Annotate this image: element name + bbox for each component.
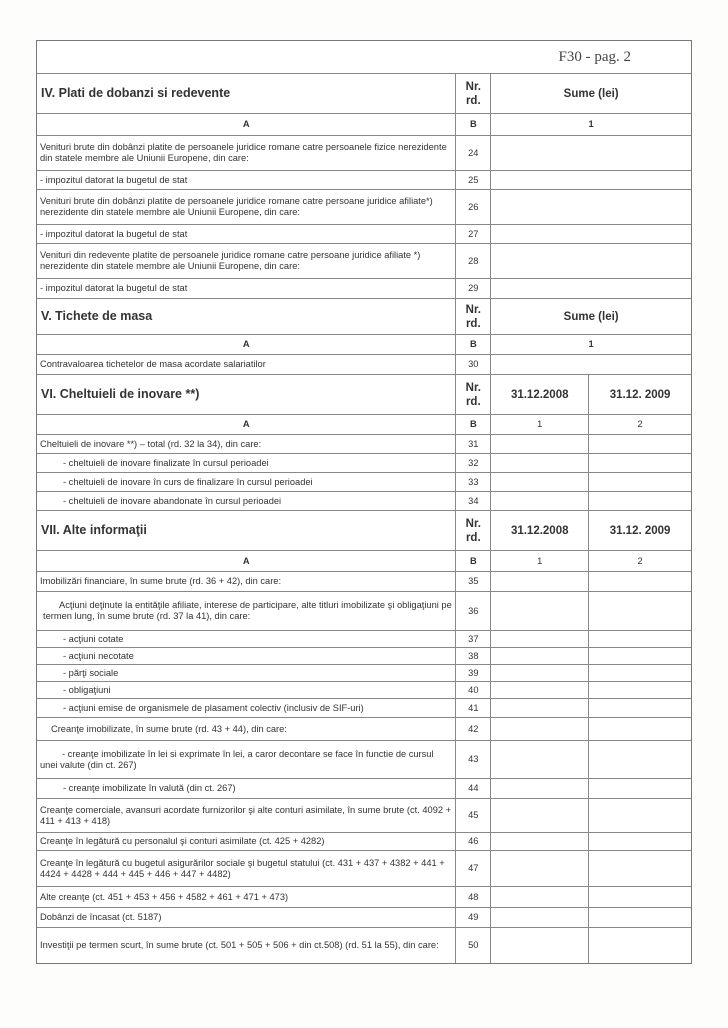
row-text: - acţiuni emise de organismele de plasament colectiv (inclusiv de SIF-uri) [63,702,364,713]
row-text: Dobânzi de încasat (ct. 5187) [40,912,162,922]
value-cell-2008[interactable] [490,682,588,698]
value-cell[interactable] [490,136,691,170]
table-row [37,278,691,298]
row-text: Imobilizări financiare, în sume brute (rd. 36 + 42), din care: [40,576,282,586]
value-cell[interactable] [490,171,691,189]
col-1: 1 [490,335,691,354]
value-cell-2009[interactable] [588,648,691,664]
date-2008-label: 31.12.2008 [490,375,588,414]
value-cell-2008[interactable] [490,473,588,491]
value-cell[interactable] [490,190,691,224]
table-row [37,886,691,907]
value-cell-2009[interactable] [588,833,691,850]
row-text: - creanţe imobilizate în lei si exprimate în lei, a caror decontare se face în functie de cursul unei valute (din ct. 267) [40,748,434,770]
value-cell-2009[interactable] [588,492,691,510]
row-nr: 41 [455,699,490,717]
table-row [37,664,691,681]
form-f30-page-2 [36,40,692,964]
table-row [37,832,691,850]
sec6-title: VI. Cheltuieli de inovare **) [41,387,200,401]
value-cell-2009[interactable] [588,473,691,491]
value-cell-2008[interactable] [490,851,588,886]
sec7-column-letters [37,550,691,571]
row-nr: 38 [455,648,490,664]
table-row [37,224,691,243]
sec5-header-row [37,298,691,334]
table-row [37,798,691,832]
row-nr: 44 [455,779,490,798]
row-text: - creanţe imobilizate în valută (din ct. 267) [63,783,236,793]
row-text: Venituri din redevente platite de persoanele juridice romane catre persoane juridice afiliate *) nerezidente din statele membre ale Uniunii Europene, din care: [40,250,421,271]
row-text: Alte creanţe (ct. 451 + 453 + 456 + 4582 + 461 + 471 + 473) [40,891,289,902]
table-row [37,591,691,630]
value-cell-2009[interactable] [588,454,691,472]
row-nr: 50 [455,928,490,963]
value-cell-2008[interactable] [490,908,588,927]
row-nr: 45 [455,799,490,832]
value-cell-2008[interactable] [490,718,588,740]
value-cell-2008[interactable] [490,492,588,510]
row-text: Creanţe comerciale, avansuri acordate furnizorilor şi alte conturi asimilate, în sume brute (ct. 4092 + 411 + 413 + 418) [40,804,452,826]
col-1: 1 [490,551,588,571]
row-text: Acţiuni deţinute la entităţile afiliate, interese de participare, alte titluri imobilizate şi obligaţiuni pe termen lung, în sume brute (rd. 37 la 41), din care: [43,600,452,621]
value-cell-2009[interactable] [588,928,691,963]
col-b: B [455,335,490,354]
row-text: - impozitul datorat la bugetul de stat [40,228,188,239]
nr-rd-label: Nr. rd. [455,74,490,113]
row-text: - părţi sociale [63,667,119,678]
value-cell-2009[interactable] [588,741,691,778]
col-2: 2 [588,551,691,571]
row-nr: 34 [455,492,490,510]
table-row [37,630,691,647]
value-cell-2008[interactable] [490,648,588,664]
value-cell-2009[interactable] [588,908,691,927]
col-a: A [242,419,250,429]
row-nr: 29 [455,279,490,298]
row-text: - cheltuieli de inovare finalizate în cursul perioadei [63,457,269,468]
value-cell-2008[interactable] [490,799,588,832]
row-nr: 24 [455,136,490,170]
value-cell-2008[interactable] [490,592,588,630]
value-cell-2008[interactable] [490,631,588,647]
table-row [37,850,691,886]
sec7-title: VII. Alte informaţii [41,523,147,537]
nr-rd-label: Nr. rd. [455,511,490,550]
value-cell-2009[interactable] [588,799,691,832]
row-nr: 36 [455,592,490,630]
sec7-header-row [37,510,691,550]
row-text: - acţiuni necotate [63,650,134,661]
row-text: Creanţe imobilizate, în sume brute (rd. 43 + 44), din care: [51,723,287,734]
sec4-title: IV. Plati de dobanzi si redevente [41,86,231,100]
row-nr: 46 [455,833,490,850]
sec4-column-letters [37,113,691,135]
value-cell-2008[interactable] [490,699,588,717]
value-cell-2009[interactable] [588,592,691,630]
table-row [37,907,691,927]
row-nr: 39 [455,665,490,681]
value-cell-2008[interactable] [490,887,588,907]
table-row [37,571,691,591]
value-cell-2008[interactable] [490,572,588,591]
table-row [37,189,691,224]
value-cell-2009[interactable] [588,631,691,647]
value-cell-2009[interactable] [588,851,691,886]
table-row [37,927,691,963]
nr-rd-label: Nr. rd. [455,299,490,334]
value-cell-2009[interactable] [588,572,691,591]
page-label: F30 - pag. 2 [558,48,631,65]
table-row [37,434,691,453]
sec6-column-letters [37,414,691,434]
value-cell-2009[interactable] [588,682,691,698]
row-nr: 30 [455,355,490,374]
col-b: B [455,551,490,571]
row-nr: 40 [455,682,490,698]
value-cell-2009[interactable] [588,718,691,740]
row-text: Venituri brute din dobânzi platite de persoanele juridice romane catre persoane juridice afiliate*) nerezidente din statele membre ale Uniunii Europene, din care: [40,196,433,217]
value-cell-2008[interactable] [490,833,588,850]
table-row [37,135,691,170]
row-nr: 35 [455,572,490,591]
table-row [37,647,691,664]
table-row [37,717,691,740]
value-cell[interactable] [490,225,691,243]
date-2009-label: 31.12. 2009 [588,375,691,414]
sec6-header-row [37,374,691,414]
table-row [37,778,691,798]
row-text: - acţiuni cotate [63,633,124,644]
col-a: A [242,119,250,129]
table-row [37,354,691,374]
value-cell-2009[interactable] [588,887,691,907]
value-cell-2009[interactable] [588,699,691,717]
row-nr: 47 [455,851,490,886]
row-text: Cheltuieli de inovare **) – total (rd. 32 la 34), din care: [40,438,262,449]
row-nr: 48 [455,887,490,907]
table-row [37,698,691,717]
col-1: 1 [490,415,588,434]
col-2: 2 [588,415,691,434]
row-nr: 32 [455,454,490,472]
row-text: Contravaloarea tichetelor de masa acordate salariatilor [40,359,266,369]
table-row [37,453,691,472]
row-text: - impozitul datorat la bugetul de stat [40,283,188,293]
table-row [37,681,691,698]
row-text: Creanţe în legătură cu bugetul asigurărilor sociale şi bugetul statului (ct. 431 + 437 + 4382 + 441 + 4424 + 4428 + 444 + 445 + 446 + 447 + 4482) [40,857,445,879]
sume-label: Sume (lei) [490,299,691,334]
table-row [37,740,691,778]
value-cell[interactable] [490,279,691,298]
value-cell-2008[interactable] [490,435,588,453]
row-nr: 25 [455,171,490,189]
date-2008-label: 31.12.2008 [490,511,588,550]
table-row [37,243,691,278]
row-nr: 37 [455,631,490,647]
value-cell[interactable] [490,244,691,278]
col-a: A [242,555,250,566]
row-text: - cheltuieli de inovare în curs de finalizare în cursul perioadei [63,476,313,487]
row-nr: 42 [455,718,490,740]
row-text: - obligaţiuni [63,684,111,695]
value-cell-2009[interactable] [588,435,691,453]
value-cell-2008[interactable] [490,741,588,778]
value-cell-2008[interactable] [490,454,588,472]
value-cell-2008[interactable] [490,928,588,963]
col-1: 1 [490,114,691,135]
value-cell-2008[interactable] [490,779,588,798]
row-text: Creanţe în legătură cu personalul şi conturi asimilate (ct. 425 + 4282) [40,836,325,846]
value-cell[interactable] [490,355,691,374]
page-header-row [37,41,691,73]
value-cell-2009[interactable] [588,665,691,681]
row-nr: 33 [455,473,490,491]
row-nr: 28 [455,244,490,278]
table-row [37,170,691,189]
date-2009-label: 31.12. 2009 [588,511,691,550]
value-cell-2008[interactable] [490,665,588,681]
value-cell-2009[interactable] [588,779,691,798]
col-b: B [455,415,490,434]
row-text: Venituri brute din dobânzi platite de persoanele juridice romane catre persoanele fizice nerezidente din statele membre ale Uniunii Europene, din care: [40,142,447,163]
row-nr: 31 [455,435,490,453]
sec5-title: V. Tichete de masa [41,309,153,323]
row-nr: 49 [455,908,490,927]
table-row [37,491,691,510]
row-text: - impozitul datorat la bugetul de stat [40,174,188,185]
row-nr: 43 [455,741,490,778]
row-nr: 26 [455,190,490,224]
nr-rd-label: Nr. rd. [455,375,490,414]
sume-label: Sume (lei) [490,74,691,113]
row-text: - cheltuieli de inovare abandonate în cursul perioadei [63,495,282,506]
sec4-header-row [37,73,691,113]
sec5-column-letters [37,334,691,354]
row-nr: 27 [455,225,490,243]
table-row [37,472,691,491]
row-text: Investiţii pe termen scurt, în sume brute (ct. 501 + 505 + 506 + din ct.508) (rd. 51 la 55), din care: [40,940,439,950]
col-a: A [242,339,250,349]
col-b: B [455,114,490,135]
